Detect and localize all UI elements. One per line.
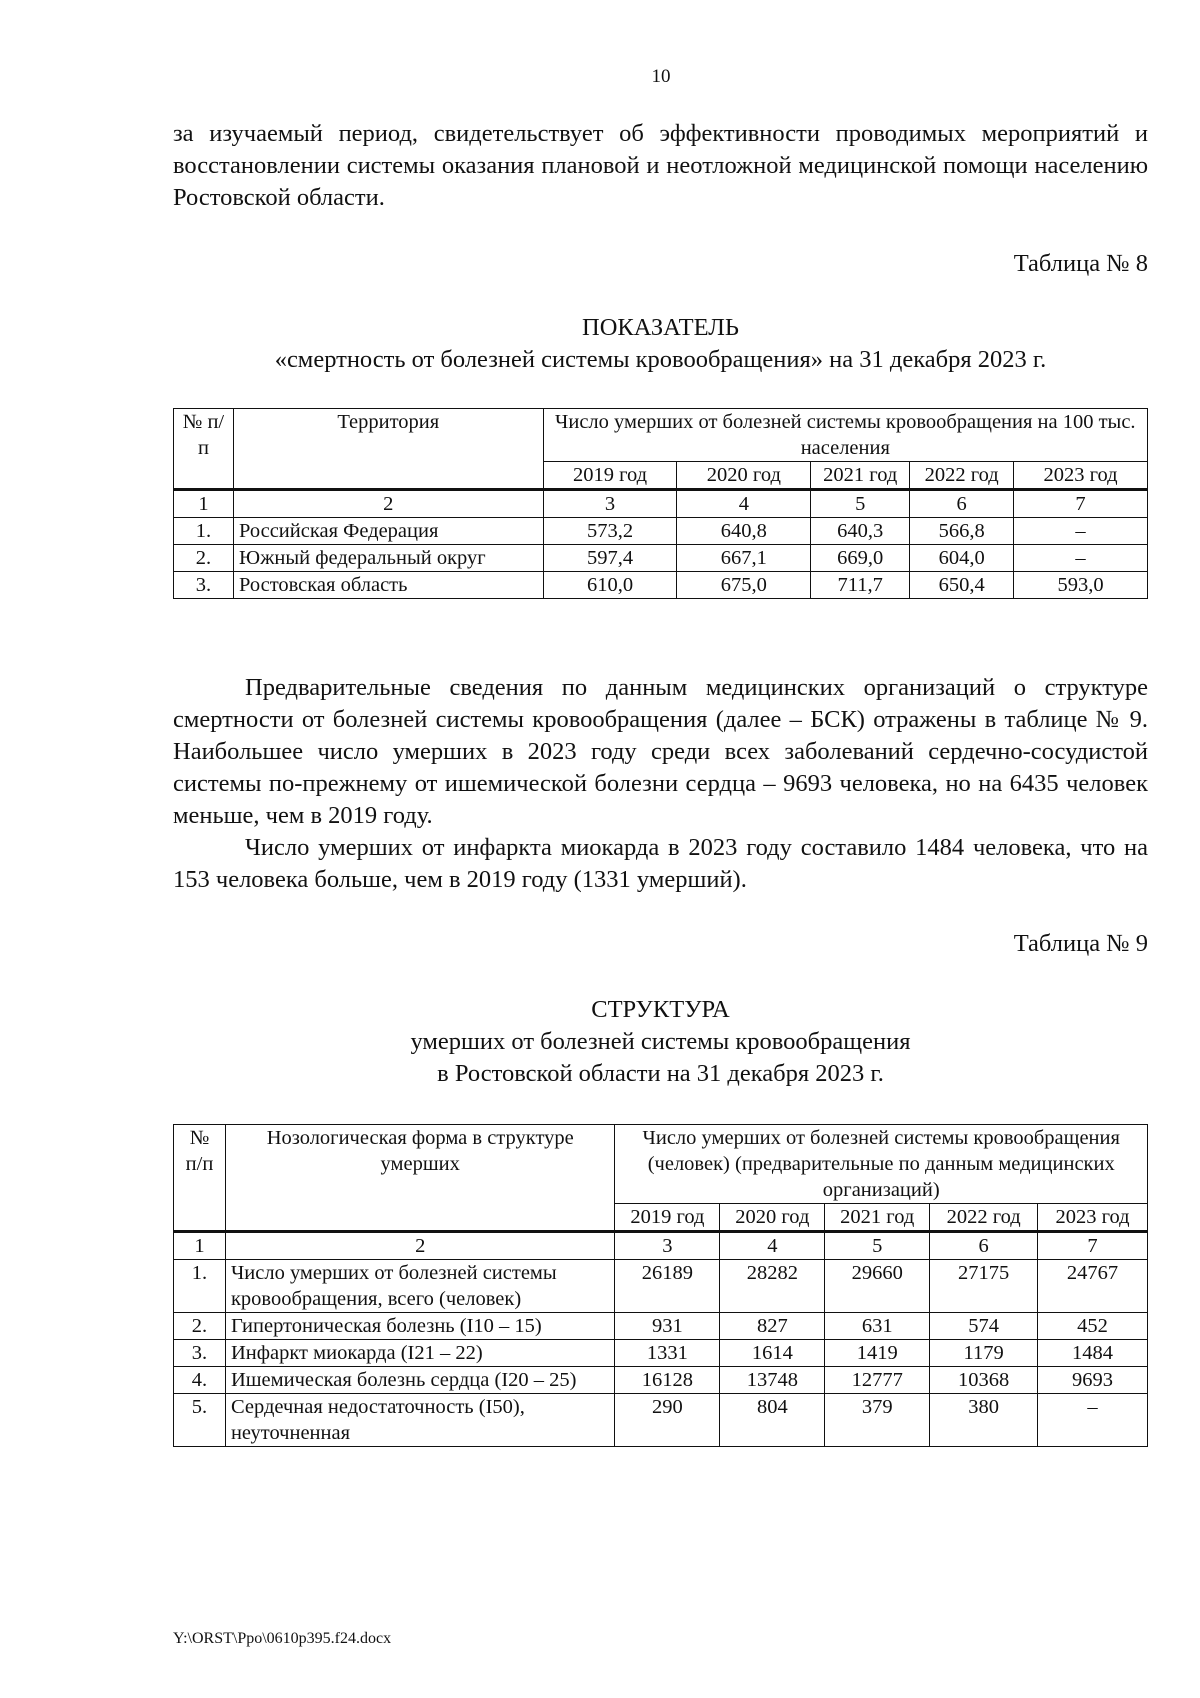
table8-col-number: 1: [174, 490, 234, 518]
value-cell: 10368: [930, 1367, 1038, 1394]
paragraph-structure-description: Предварительные сведения по данным медицинских организаций о структуре смертности от болезней системы кровообращения (далее – БСК) отражены в таблице № 9. Наибольшее число умерших в 2023 году среди всех заболеваний сердечно-сосудистой системы по-прежнему от ишемической болезни сердца – 9693 человека, но на 6435 человек меньше, чем в 2019 году.: [173, 674, 1148, 829]
table9-year: 2020 год: [720, 1204, 825, 1232]
table9-subtitle-1: умерших от болезней системы кровообращения: [410, 1028, 911, 1055]
table-row: [174, 1367, 1148, 1394]
value-cell: –: [1038, 1394, 1148, 1447]
value-cell: 610,0: [543, 572, 677, 599]
table9-title: СТРУКТУРА: [591, 996, 730, 1023]
table-row: [174, 1340, 1148, 1367]
value-cell: 650,4: [910, 572, 1014, 599]
value-cell: 380: [930, 1394, 1038, 1447]
value-cell: 631: [825, 1313, 930, 1340]
territory-name: Российская Федерация: [233, 518, 543, 545]
table8-col-number: 2: [233, 490, 543, 518]
value-cell: 29660: [825, 1260, 930, 1313]
row-number: 3.: [174, 1340, 226, 1367]
table9-year: 2021 год: [825, 1204, 930, 1232]
table8-year: 2020 год: [677, 462, 811, 490]
value-cell: 27175: [930, 1260, 1038, 1313]
page-number: 10: [651, 66, 671, 87]
table9-caption: Таблица № 9: [1013, 930, 1148, 957]
table8: [173, 408, 1148, 599]
value-cell: 827: [720, 1313, 825, 1340]
table9-col-number: 6: [930, 1232, 1038, 1260]
intro-paragraph: за изучаемый период, свидетельствует об эффективности проводимых мероприятий и восстановлении системы оказания плановой и неотложной медицинской помощи населению Ростовской области.: [173, 120, 1148, 211]
table-row: [174, 1394, 1148, 1447]
table9-col-number: 7: [1038, 1232, 1148, 1260]
value-cell: 566,8: [910, 518, 1014, 545]
form-name: Ишемическая болезнь сердца (I20 – 25): [225, 1367, 615, 1394]
table-row: [174, 545, 1148, 572]
value-cell: 931: [615, 1313, 720, 1340]
row-number: 5.: [174, 1394, 226, 1447]
value-cell: 1331: [615, 1340, 720, 1367]
table-row: [174, 572, 1148, 599]
table9-subtitle-2: в Ростовской области на 31 декабря 2023 г.: [437, 1060, 884, 1087]
table9-col-number: 2: [225, 1232, 615, 1260]
table8-header-group: Число умерших от болезней системы кровообращения на 100 тыс. населения: [543, 409, 1147, 462]
table9-header-no: № п/п: [174, 1125, 226, 1232]
table8-col-number: 3: [543, 490, 677, 518]
table8-year: 2021 год: [811, 462, 910, 490]
row-number: 2.: [174, 545, 234, 572]
table8-year: 2022 год: [910, 462, 1014, 490]
value-cell: 573,2: [543, 518, 677, 545]
value-cell: 1419: [825, 1340, 930, 1367]
value-cell: 640,3: [811, 518, 910, 545]
value-cell: 675,0: [677, 572, 811, 599]
value-cell: –: [1014, 545, 1148, 572]
value-cell: 667,1: [677, 545, 811, 572]
value-cell: 574: [930, 1313, 1038, 1340]
territory-name: Ростовская область: [233, 572, 543, 599]
table8-title: ПОКАЗАТЕЛЬ: [582, 314, 739, 341]
value-cell: 593,0: [1014, 572, 1148, 599]
value-cell: 804: [720, 1394, 825, 1447]
table8-header-no: № п/п: [174, 409, 234, 490]
table9-col-number: 5: [825, 1232, 930, 1260]
table-row: [174, 1260, 1148, 1313]
row-number: 2.: [174, 1313, 226, 1340]
table-row: [174, 1313, 1148, 1340]
table9: [173, 1124, 1148, 1447]
value-cell: 9693: [1038, 1367, 1148, 1394]
table9-year: 2022 год: [930, 1204, 1038, 1232]
table8-header-territory: Территория: [233, 409, 543, 490]
form-name: Гипертоническая болезнь (I10 – 15): [225, 1313, 615, 1340]
table8-col-number: 4: [677, 490, 811, 518]
row-number: 4.: [174, 1367, 226, 1394]
table9-col-number: 3: [615, 1232, 720, 1260]
value-cell: 597,4: [543, 545, 677, 572]
row-number: 1.: [174, 518, 234, 545]
value-cell: 1484: [1038, 1340, 1148, 1367]
value-cell: 452: [1038, 1313, 1148, 1340]
value-cell: 16128: [615, 1367, 720, 1394]
table9-year: 2019 год: [615, 1204, 720, 1232]
value-cell: 1614: [720, 1340, 825, 1367]
form-name: Сердечная недостаточность (I50), неуточненная: [225, 1394, 615, 1447]
table8-caption: Таблица № 8: [1013, 250, 1148, 277]
row-number: 1.: [174, 1260, 226, 1313]
table9-header-form: Нозологическая форма в структуре умерших: [225, 1125, 615, 1232]
value-cell: 1179: [930, 1340, 1038, 1367]
value-cell: 669,0: [811, 545, 910, 572]
form-name: Число умерших от болезней системы кровообращения, всего (человек): [225, 1260, 615, 1313]
value-cell: 28282: [720, 1260, 825, 1313]
table9-year: 2023 год: [1038, 1204, 1148, 1232]
table8-year: 2019 год: [543, 462, 677, 490]
row-number: 3.: [174, 572, 234, 599]
table-row: [174, 518, 1148, 545]
table8-col-number: 5: [811, 490, 910, 518]
table8-year: 2023 год: [1014, 462, 1148, 490]
value-cell: 290: [615, 1394, 720, 1447]
value-cell: 26189: [615, 1260, 720, 1313]
value-cell: 379: [825, 1394, 930, 1447]
value-cell: 711,7: [811, 572, 910, 599]
value-cell: 13748: [720, 1367, 825, 1394]
table8-subtitle: «смертность от болезней системы кровообращения» на 31 декабря 2023 г.: [274, 346, 1047, 373]
table8-col-number: 6: [910, 490, 1014, 518]
value-cell: 604,0: [910, 545, 1014, 572]
form-name: Инфаркт миокарда (I21 – 22): [225, 1340, 615, 1367]
territory-name: Южный федеральный округ: [233, 545, 543, 572]
value-cell: –: [1014, 518, 1148, 545]
table9-col-number: 1: [174, 1232, 226, 1260]
footer-file-path: Y:\ORST\Ppo\0610p395.f24.docx: [173, 1630, 392, 1647]
value-cell: 24767: [1038, 1260, 1148, 1313]
value-cell: 12777: [825, 1367, 930, 1394]
paragraph-infarction: Число умерших от инфаркта миокарда в 2023 году составило 1484 человека, что на 153 человека больше, чем в 2019 году (1331 умерший).: [173, 834, 1148, 893]
table9-col-number: 4: [720, 1232, 825, 1260]
table8-col-number: 7: [1014, 490, 1148, 518]
value-cell: 640,8: [677, 518, 811, 545]
table9-header-group: Число умерших от болезней системы кровообращения (человек) (предварительные по данным медицинских организаций): [615, 1125, 1148, 1204]
